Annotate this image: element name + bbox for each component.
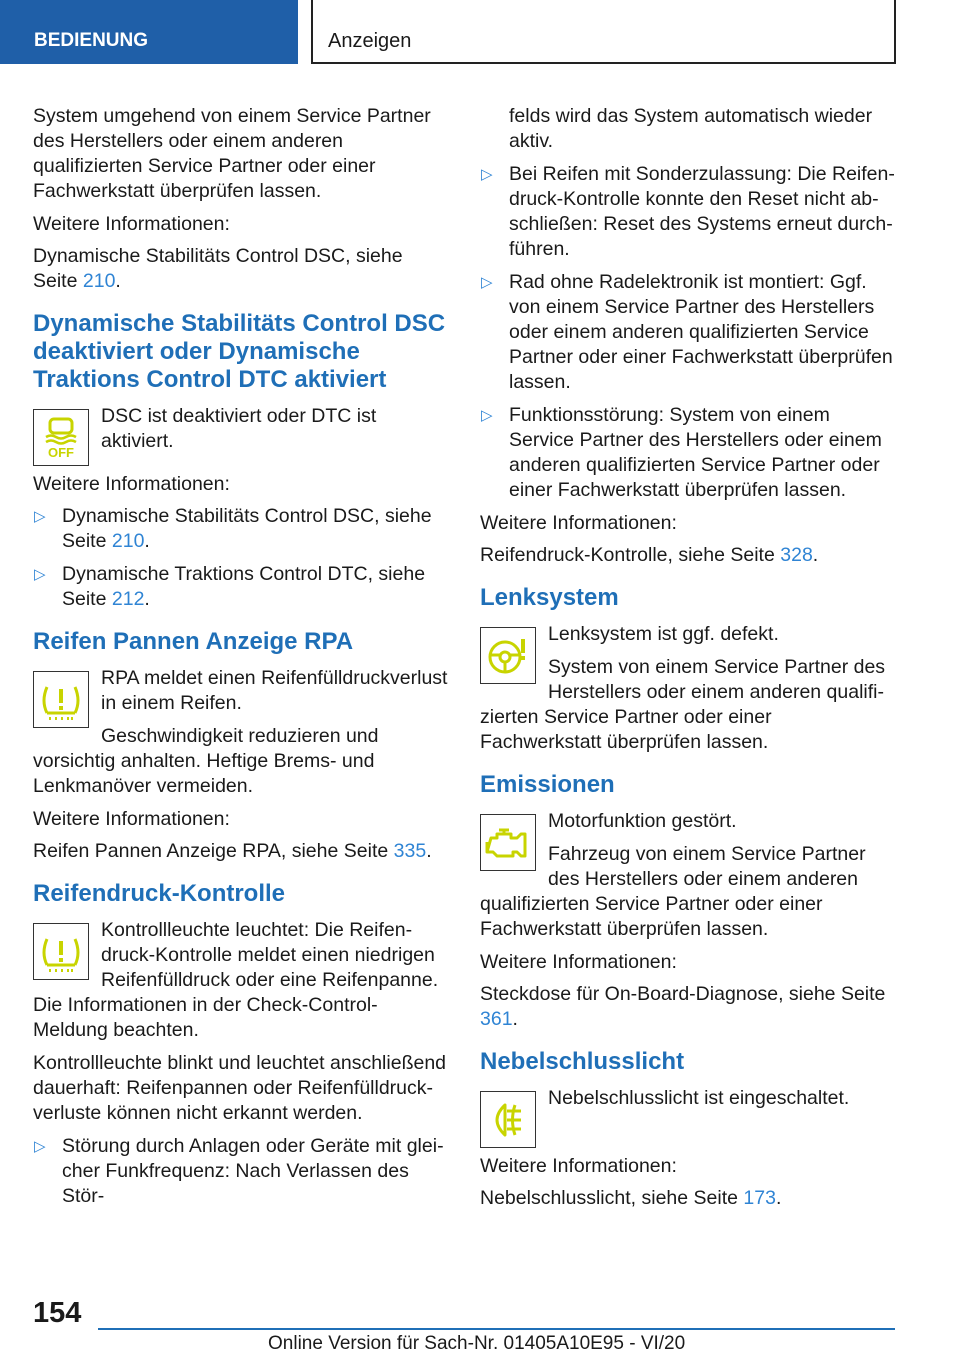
tire-pressure-warning-icon <box>33 671 89 728</box>
list-item <box>480 403 898 503</box>
page-link[interactable]: 361 <box>480 1008 513 1030</box>
list-item <box>33 504 448 554</box>
bullet-marker-icon: ▷ <box>34 1138 46 1155</box>
paragraph: DSC ist deaktiviert oder DTC ist aktiviert. <box>101 405 377 452</box>
heading-emissionen: Emissionen <box>480 771 615 798</box>
more-info-label: Weitere Informationen: <box>33 213 230 235</box>
list-item <box>33 562 448 612</box>
page-link[interactable]: 173 <box>743 1187 776 1209</box>
heading-lenksystem: Lenksystem <box>480 584 619 611</box>
paragraph: Geschwindigkeit reduzieren und vorsichtig anhalten. Heftige Brems- und Lenkmanöver vermeiden. <box>33 725 379 797</box>
page-link[interactable]: 328 <box>780 544 813 566</box>
paragraph: Motorfunktion gestört. <box>548 810 737 832</box>
list-item <box>480 270 898 395</box>
reference <box>480 543 898 568</box>
chapter-title: Anzeigen <box>311 0 896 64</box>
bullet-marker-icon: ▷ <box>34 508 46 525</box>
page-link[interactable]: 335 <box>393 840 427 862</box>
list-item-text: Rad ohne Radelektronik ist montiert: Ggf. von einem Service Partner des Herstellers oder einem anderen qualifizierten Service Partner oder einer Fachwerkstatt überprüfen lassen. <box>509 271 893 393</box>
more-info-label: Weitere Informationen: <box>480 1155 677 1177</box>
reference-text: Reifen Pannen Anzeige RPA, siehe Seite <box>33 840 394 862</box>
heading-rpa: Reifen Pannen Anzeige RPA <box>33 628 354 655</box>
punctuation: . <box>144 588 150 610</box>
list-item <box>480 162 898 262</box>
reference <box>480 982 898 1032</box>
engine-check-icon <box>480 814 536 871</box>
bullet-marker-icon: ▷ <box>34 566 46 583</box>
reference-text: Reifendruck-Kontrolle, siehe Seite <box>480 544 781 566</box>
paragraph: System von einem Service Partner des Herstellers oder einem anderen qualifizierten Service Partner oder einer Fachwerkstatt überprüfen lassen. <box>480 656 886 753</box>
paragraph: RPA meldet einen Reifenfülldruckverlust in einem Reifen. <box>101 667 448 714</box>
bullet-marker-icon: ▷ <box>481 274 493 291</box>
more-info-label: Weitere Informationen: <box>480 512 677 534</box>
punctuation: . <box>812 544 819 566</box>
punctuation: . <box>426 840 432 862</box>
punctuation: . <box>512 1008 518 1030</box>
paragraph: Kontrollleuchte blinkt und leuchtet anschließend dauerhaft: Reifenpannen oder Reifenfülldruckverluste können nicht erkannt werden. <box>33 1052 447 1124</box>
reference-text: Nebelschlusslicht, siehe Seite <box>480 1187 744 1209</box>
page-link[interactable]: 210 <box>82 270 116 292</box>
reference <box>33 244 448 294</box>
reference-text: Steckdose für On-Board-Diagnose, siehe Seite <box>480 983 886 1005</box>
reference-text: Dynamische Stabilitäts Control DSC, siehe Seite <box>33 245 403 292</box>
paragraph: Fahrzeug von einem Service Partner des Herstellers oder einem anderen qualifizierten Service Partner oder einer Fachwerkstatt überprüfen lassen. <box>480 843 866 940</box>
punctuation: . <box>144 530 150 552</box>
page-link[interactable]: 212 <box>111 588 145 610</box>
heading-dsc: Dynamische Stabilitäts Control DSC deaktiviert oder Dynamische Traktions Control DTC aktiviert <box>33 310 446 393</box>
dsc-off-warning-icon <box>33 409 89 466</box>
paragraph: Nebelschlusslicht ist eingeschaltet. <box>548 1087 850 1109</box>
more-info-label: Weitere Informationen: <box>33 808 230 830</box>
heading-rdc: Reifendruck-Kontrolle <box>33 880 286 907</box>
footer-divider <box>98 1328 895 1330</box>
list-item-text: Störung durch Anlagen oder Geräte mit gleicher Funkfrequenz: Nach Verlassen des Stör- <box>62 1135 444 1207</box>
steering-warning-icon <box>480 627 536 684</box>
punctuation: . <box>775 1187 782 1209</box>
punctuation: . <box>115 270 121 292</box>
footer-text: Online Version für Sach-Nr. 01405A10E95 - VI/20 <box>268 1333 686 1354</box>
list-item-text: Dynamische Traktions Control DTC, siehe Seite <box>62 563 426 610</box>
paragraph: Kontrollleuchte leuchtet: Die Reifendruck-Kontrolle meldet einen niedrigen Reifenfülldruck oder eine Reifenpanne. Die Informationen in der Check-Control-Meldung beachten. <box>33 919 439 1041</box>
paragraph: System umgehend von einem Service Partner des Herstellers oder einem anderen qualifizierten Service Partner oder einer Fachwerkstatt überprüfen lassen. <box>33 105 431 202</box>
reference <box>480 1186 898 1211</box>
svg-text:OFF: OFF <box>48 444 74 460</box>
paragraph: Lenksystem ist ggf. defekt. <box>548 623 779 645</box>
heading-nebelschlusslicht: Nebelschlusslicht <box>480 1048 685 1075</box>
more-info-label: Weitere Informationen: <box>480 951 677 973</box>
list-item-text: Dynamische Stabilitäts Control DSC, siehe Seite <box>62 505 432 552</box>
list-item-text: Funktionsstörung: System von einem Service Partner des Herstellers oder einem anderen qualifizierten Service Partner oder einer Fachwerkstatt überprüfen lassen. <box>509 404 882 501</box>
more-info-label: Weitere Informationen: <box>33 473 230 495</box>
list-item <box>33 1134 448 1209</box>
page-number: 154 <box>33 1297 82 1329</box>
bullet-marker-icon: ▷ <box>481 407 493 424</box>
rear-fog-light-icon <box>480 1091 536 1148</box>
list-item-text: Bei Reifen mit Sonderzulassung: Die Reifendruck-Kontrolle konnte den Reset nicht abschließen: Reset des Systems erneut durchführen. <box>509 163 895 260</box>
page-link[interactable]: 210 <box>111 530 145 552</box>
right-column <box>480 104 898 1219</box>
tire-pressure-warning-icon <box>33 923 89 980</box>
section-tab: BEDIENUNG <box>0 0 298 64</box>
list-item-continuation: felds wird das System automatisch wieder aktiv. <box>509 105 873 152</box>
reference <box>33 839 448 864</box>
bullet-marker-icon: ▷ <box>481 166 493 183</box>
left-column <box>33 104 448 1217</box>
